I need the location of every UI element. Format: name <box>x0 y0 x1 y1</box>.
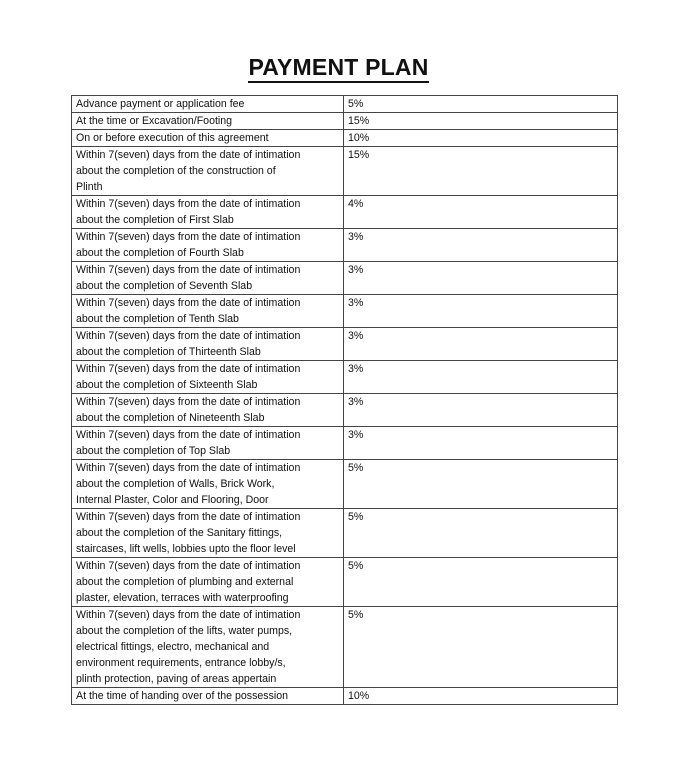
stage-description-line: Within 7(seven) days from the date of intimation <box>76 297 301 309</box>
stage-description-line: Within 7(seven) days from the date of intimation <box>76 560 301 572</box>
stage-description-line: about the completion of Tenth Slab <box>76 313 239 325</box>
payment-plan-table <box>71 95 618 705</box>
table-row <box>72 113 618 130</box>
table-row <box>72 262 618 295</box>
payment-percent-cell: 3% <box>344 328 618 361</box>
table-row <box>72 607 618 688</box>
table-row <box>72 361 618 394</box>
table-row <box>72 427 618 460</box>
payment-percent-cell: 5% <box>344 96 618 113</box>
stage-description-line: Within 7(seven) days from the date of intimation <box>76 363 301 375</box>
stage-description-line: about the completion of First Slab <box>76 214 234 226</box>
stage-description-line: plinth protection, paving of areas appertain <box>76 673 277 685</box>
payment-percent-cell: 3% <box>344 262 618 295</box>
payment-percent-cell: 5% <box>344 558 618 607</box>
payment-percent-cell: 5% <box>344 460 618 509</box>
stage-description-cell <box>72 196 344 229</box>
payment-percent-cell: 10% <box>344 688 618 705</box>
stage-description-cell <box>72 96 344 113</box>
payment-percent-cell: 3% <box>344 427 618 460</box>
stage-description-line: Within 7(seven) days from the date of intimation <box>76 198 301 210</box>
payment-percent-cell: 3% <box>344 295 618 328</box>
stage-description-line: about the completion of Nineteenth Slab <box>76 412 265 424</box>
stage-description-line: Advance payment or application fee <box>76 98 245 110</box>
stage-description-line: environment requirements, entrance lobby/s, <box>76 657 286 669</box>
stage-description-line: about the completion of the Sanitary fittings, <box>76 527 283 539</box>
table-row <box>72 96 618 113</box>
stage-description-line: about the completion of Thirteenth Slab <box>76 346 261 358</box>
payment-percent-cell: 3% <box>344 229 618 262</box>
stage-description-line: Within 7(seven) days from the date of intimation <box>76 231 301 243</box>
stage-description-cell <box>72 229 344 262</box>
stage-description-line: about the completion of Seventh Slab <box>76 280 253 292</box>
stage-description-line: about the completion of Top Slab <box>76 445 231 457</box>
stage-description-line: On or before execution of this agreement <box>76 132 269 144</box>
stage-description-line: Plinth <box>76 181 103 193</box>
stage-description-cell <box>72 147 344 196</box>
table-row <box>72 558 618 607</box>
table-row <box>72 509 618 558</box>
stage-description-line: Within 7(seven) days from the date of intimation <box>76 396 301 408</box>
payment-percent-cell: 5% <box>344 607 618 688</box>
stage-description-line: Within 7(seven) days from the date of intimation <box>76 511 301 523</box>
stage-description-cell <box>72 688 344 705</box>
table-row <box>72 328 618 361</box>
stage-description-line: At the time or Excavation/Footing <box>76 115 233 127</box>
table-row <box>72 295 618 328</box>
stage-description-line: staircases, lift wells, lobbies upto the floor level <box>76 543 296 555</box>
stage-description-line: about the completion of Walls, Brick Work, <box>76 478 275 490</box>
stage-description-line: Within 7(seven) days from the date of intimation <box>76 609 301 621</box>
stage-description-line: At the time of handing over of the possession <box>76 690 289 702</box>
stage-description-cell <box>72 113 344 130</box>
stage-description-cell <box>72 607 344 688</box>
table-row <box>72 229 618 262</box>
table-row <box>72 394 618 427</box>
stage-description-line: Internal Plaster, Color and Flooring, Door <box>76 494 269 506</box>
table-row <box>72 688 618 705</box>
payment-percent-cell: 3% <box>344 361 618 394</box>
stage-description-cell <box>72 427 344 460</box>
stage-description-line: about the completion of Sixteenth Slab <box>76 379 258 391</box>
stage-description-line: Within 7(seven) days from the date of intimation <box>76 149 301 161</box>
page-title-wrapper <box>0 54 677 83</box>
stage-description-line: electrical fittings, electro, mechanical and <box>76 641 270 653</box>
stage-description-cell <box>72 361 344 394</box>
stage-description-cell <box>72 328 344 361</box>
table-row <box>72 460 618 509</box>
stage-description-line: Within 7(seven) days from the date of intimation <box>76 429 301 441</box>
stage-description-line: about the completion of plumbing and external <box>76 576 294 588</box>
page-title: PAYMENT PLAN <box>248 54 428 83</box>
stage-description-line: Within 7(seven) days from the date of intimation <box>76 264 301 276</box>
stage-description-cell <box>72 394 344 427</box>
payment-percent-cell: 15% <box>344 147 618 196</box>
stage-description-cell <box>72 558 344 607</box>
payment-percent-cell: 15% <box>344 113 618 130</box>
payment-percent-cell: 4% <box>344 196 618 229</box>
payment-percent-cell: 5% <box>344 509 618 558</box>
stage-description-line: about the completion of the construction of <box>76 165 276 177</box>
stage-description-line: Within 7(seven) days from the date of intimation <box>76 330 301 342</box>
payment-percent-cell: 10% <box>344 130 618 147</box>
stage-description-line: about the completion of the lifts, water pumps, <box>76 625 293 637</box>
stage-description-cell <box>72 130 344 147</box>
stage-description-line: plaster, elevation, terraces with waterproofing <box>76 592 289 604</box>
stage-description-cell <box>72 509 344 558</box>
table-row <box>72 130 618 147</box>
stage-description-cell <box>72 262 344 295</box>
table-row <box>72 147 618 196</box>
payment-percent-cell: 3% <box>344 394 618 427</box>
stage-description-line: Within 7(seven) days from the date of intimation <box>76 462 301 474</box>
table-row <box>72 196 618 229</box>
stage-description-cell <box>72 460 344 509</box>
stage-description-line: about the completion of Fourth Slab <box>76 247 244 259</box>
payment-plan-table-body <box>72 96 618 705</box>
stage-description-cell <box>72 295 344 328</box>
